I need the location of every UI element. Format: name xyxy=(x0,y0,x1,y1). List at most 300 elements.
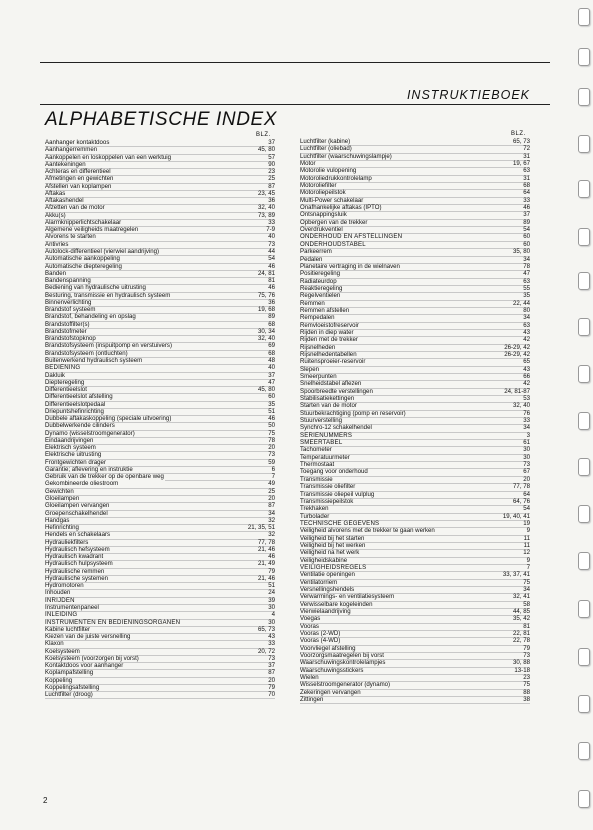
index-page: 45, 80 xyxy=(258,386,275,394)
index-page: 3 xyxy=(526,431,530,439)
index-term: Ventilatie openingen xyxy=(300,571,355,579)
index-term: Remvloeistofreservoir xyxy=(300,321,359,329)
index-entry xyxy=(45,481,275,488)
index-term: Reaktieregeling xyxy=(300,284,343,292)
header-rule xyxy=(40,104,550,105)
index-entry xyxy=(45,583,275,590)
index-page: 69 xyxy=(268,342,275,350)
index-term: Turbolader xyxy=(300,512,330,520)
index-term: ONDERHOUD EN AFSTELLINGEN xyxy=(300,233,403,241)
index-page: 78 xyxy=(268,436,275,444)
index-page: 36 xyxy=(268,298,275,306)
index-term: Afstellen van koplampen xyxy=(45,182,112,190)
index-term: Hydrauliekfilters xyxy=(45,538,89,546)
index-term: Verwarmings- en ventilatiesysteem xyxy=(300,593,395,601)
binder-ring xyxy=(578,600,590,618)
index-term: Zittingen xyxy=(300,696,324,704)
index-term: Klaxon xyxy=(45,640,64,648)
index-term: Afzetten van de motor xyxy=(45,204,105,212)
index-term: Brandstofsysteem (inspuitpomp en verstuivers) xyxy=(45,342,173,350)
index-page: 65, 73 xyxy=(513,138,530,145)
index-term: TECHNISCHE GEGEVENS xyxy=(300,519,380,527)
index-term: Brandstoffilter(s) xyxy=(45,320,90,328)
index-page: 37 xyxy=(268,139,275,146)
index-page: 36 xyxy=(268,197,275,205)
index-page: 73, 89 xyxy=(258,211,275,219)
index-page: 90 xyxy=(268,160,275,168)
index-page: 79 xyxy=(268,683,275,691)
index-page: 51 xyxy=(268,407,275,415)
index-term: Versnellingshendels xyxy=(300,585,355,593)
index-term: Starten van de motor xyxy=(300,402,357,410)
index-term: Veiligheid na het werk xyxy=(300,549,360,557)
index-entry xyxy=(300,469,530,476)
index-page: 32 xyxy=(268,531,275,539)
binder-ring xyxy=(578,8,590,26)
index-term: Afmetingen en gewichten xyxy=(45,175,114,183)
index-entry xyxy=(300,506,530,513)
index-term: Eindaandrijvingen xyxy=(45,436,94,444)
index-page: 79 xyxy=(523,644,530,652)
index-page: 30, 34 xyxy=(258,327,275,335)
index-page: 75, 76 xyxy=(258,291,275,299)
index-page: 23 xyxy=(268,168,275,176)
index-term: Parkeerrem xyxy=(300,248,332,256)
index-page: 34 xyxy=(523,255,530,263)
index-page: 60 xyxy=(523,233,530,241)
index-term: Spoorbreedte verstellingen xyxy=(300,387,373,395)
index-page: 19, 68 xyxy=(258,306,275,314)
index-page: 73 xyxy=(268,654,275,662)
index-term: Trekhaken xyxy=(300,505,329,513)
binder-ring xyxy=(578,458,590,476)
index-term: Transmissie oliefilter xyxy=(300,483,356,491)
binder-ring xyxy=(578,365,590,383)
index-page: 40 xyxy=(268,233,275,241)
index-page: 22, 78 xyxy=(513,637,530,645)
binder-ring xyxy=(578,505,590,523)
index-term: Tachometer xyxy=(300,446,332,454)
index-page: 12 xyxy=(523,549,530,557)
index-page: 38 xyxy=(523,696,530,704)
index-term: Gekombineerde oliestroom xyxy=(45,480,119,488)
index-term: Stuurbekrachtiging (pomp en reservoir) xyxy=(300,409,406,417)
index-term: Veiligheid bij het starten xyxy=(300,534,365,542)
index-page: 48 xyxy=(268,356,275,364)
index-term: Hydraulisch kwadrant xyxy=(45,553,104,561)
index-term: Wisselstroomgenerator (dynamo) xyxy=(300,681,391,689)
index-page: 65 xyxy=(523,358,530,366)
index-page: 23 xyxy=(523,674,530,682)
index-term: Elektrisch systeem xyxy=(45,444,96,452)
index-term: INRIJDEN xyxy=(45,596,75,604)
index-term: Onafhankelijke aftakas (IPTO) xyxy=(300,204,382,212)
index-term: Slepen xyxy=(300,365,319,373)
index-entry xyxy=(300,690,530,697)
index-term: Remmen afstellen xyxy=(300,306,350,314)
index-page: 87 xyxy=(268,502,275,510)
index-page: 20, 72 xyxy=(258,647,275,655)
index-page: 21, 35, 51 xyxy=(247,524,275,532)
index-page: 64 xyxy=(523,490,530,498)
index-page: 73 xyxy=(268,240,275,248)
index-term: Remmen xyxy=(300,299,325,307)
binder-ring xyxy=(578,648,590,666)
index-page: 39 xyxy=(268,596,275,604)
index-term: Voorvliegel afstelling xyxy=(300,644,356,652)
binder-ring xyxy=(578,180,590,198)
index-page: 54 xyxy=(523,505,530,513)
binder-ring xyxy=(578,318,590,336)
index-term: Rijsnelheden xyxy=(300,343,336,351)
index-page: 75 xyxy=(523,578,530,586)
index-page: 33, 37, 41 xyxy=(502,571,530,579)
index-page: 46 xyxy=(268,262,275,270)
index-term: Achteras en differentieel xyxy=(45,168,111,176)
index-term: Thermostaat xyxy=(300,461,335,469)
index-page: 6 xyxy=(271,465,275,473)
index-term: Voegas xyxy=(300,615,321,623)
index-term: Dubbele aftakaskoppeling (speciale uitvoering) xyxy=(45,415,172,423)
index-page: 24, 81 xyxy=(258,269,275,277)
index-page: 30 xyxy=(523,453,530,461)
blz-label-left: BLZ. xyxy=(256,132,271,138)
index-term: Inhouden xyxy=(45,589,71,597)
index-term: Luchtfilter (oliebad) xyxy=(300,145,352,153)
index-page: 30 xyxy=(268,604,275,611)
index-term: Stabilisatiekettingen xyxy=(300,395,355,403)
index-page: 30, 88 xyxy=(513,659,530,667)
index-term: Aantekeningen xyxy=(45,160,86,168)
index-term: Driepuntshefinrichting xyxy=(45,407,104,415)
index-term: Kabine luchtfilter xyxy=(45,625,91,633)
index-page: 23, 45 xyxy=(258,189,275,197)
index-page: 32 xyxy=(268,516,275,524)
index-entry xyxy=(300,668,530,675)
index-term: Opbergen van de trekker xyxy=(300,218,368,226)
index-term: Snelheidstabel aflezen xyxy=(300,380,362,388)
index-page: 4 xyxy=(271,611,275,619)
index-term: Veiligheidskabine xyxy=(300,556,348,564)
index-term: Dakluik xyxy=(45,371,65,379)
index-term: Koelsysteem xyxy=(45,647,80,655)
index-page: 45, 80 xyxy=(258,146,275,154)
index-term: Toegang voor onderhoud xyxy=(300,468,368,476)
index-entry xyxy=(45,365,275,372)
index-term: Vooras (2-WD) xyxy=(300,630,341,638)
index-page: 57 xyxy=(268,153,275,161)
index-page: 81 xyxy=(268,277,275,285)
index-term: Stuurverstelling xyxy=(300,417,342,425)
binder-ring xyxy=(578,228,590,246)
index-page: 88 xyxy=(523,688,530,696)
index-page: 87 xyxy=(268,182,275,190)
binder-ring xyxy=(578,695,590,713)
section-header: INSTRUKTIEBOEK xyxy=(406,88,530,102)
index-term: Waarschuwingsstickers xyxy=(300,666,364,674)
index-term: Differentieelslotpedaal xyxy=(45,400,106,408)
index-term: Gloeilampen xyxy=(45,495,80,503)
index-page: 32, 40 xyxy=(258,335,275,343)
index-page: 32, 40 xyxy=(258,204,275,212)
index-page: 24 xyxy=(268,589,275,597)
index-term: Bediening van hydraulische uitrusting xyxy=(45,284,146,292)
index-term: Vierwielaandrijving xyxy=(300,608,351,615)
index-term: Akku(s) xyxy=(45,211,66,219)
index-page: 34 xyxy=(268,509,275,517)
index-entry xyxy=(300,455,530,462)
index-term: Smeerpunten xyxy=(300,373,337,380)
index-term: Diepteregeling xyxy=(45,378,85,386)
index-term: Alarmknipperlichtschakelaar xyxy=(45,218,122,226)
index-page: 50 xyxy=(268,422,275,430)
index-page: 64 xyxy=(523,189,530,197)
binder-ring xyxy=(578,412,590,430)
index-page: 7-9 xyxy=(266,226,275,234)
index-term: Alvorens te starten xyxy=(45,233,96,241)
index-page: 37 xyxy=(268,662,275,670)
index-term: Brandstofmeter xyxy=(45,327,87,335)
binder-ring xyxy=(578,88,590,106)
index-page: 63 xyxy=(523,277,530,285)
index-page: 70 xyxy=(268,691,275,699)
index-term: Pedalen xyxy=(300,255,323,263)
index-term: Garantie; aflevering en instruktie xyxy=(45,465,133,473)
index-term: Positieregeling xyxy=(300,270,340,278)
index-page: 30 xyxy=(268,618,275,626)
index-term: Instrumentenpaneel xyxy=(45,604,99,611)
index-page: 55 xyxy=(523,284,530,292)
index-term: Buitenwerkend hydraulisch systeem xyxy=(45,356,143,364)
index-term: Ventilatorriem xyxy=(300,578,338,586)
binder-ring xyxy=(578,48,590,66)
index-term: Motoroliefilter xyxy=(300,182,337,190)
index-page: 37 xyxy=(268,371,275,379)
index-term: Rijden met de trekker xyxy=(300,336,358,344)
index-term: Brandstof, behandeling en opslag xyxy=(45,313,136,321)
top-rule xyxy=(40,62,550,63)
index-page: 7 xyxy=(526,563,530,571)
index-page: 43 xyxy=(523,365,530,373)
index-page: 20 xyxy=(268,444,275,452)
index-page: 42 xyxy=(523,380,530,388)
index-page: 77, 78 xyxy=(258,538,275,546)
index-page: 22, 81 xyxy=(513,630,530,638)
index-term: Gloeilampen vervangen xyxy=(45,502,110,510)
index-page: 78 xyxy=(523,262,530,270)
index-term: Hydromotoren xyxy=(45,582,84,590)
index-page: 20 xyxy=(523,475,530,483)
index-page: 31 xyxy=(523,152,530,160)
index-page: 63 xyxy=(523,167,530,175)
index-term: Binnenverlichting xyxy=(45,298,92,306)
index-term: Hefinrichting xyxy=(45,524,79,532)
index-entry xyxy=(45,692,275,699)
index-page: 9 xyxy=(526,556,530,564)
index-term: Luchtfilter (waarschuwingslampje) xyxy=(300,152,392,160)
index-page: 44 xyxy=(268,247,275,255)
index-term: INSTRUMENTEN EN BEDIENINGSORGANEN xyxy=(45,618,181,626)
index-term: Rijden in diep water xyxy=(300,328,354,336)
page-number: 2 xyxy=(43,796,48,805)
index-page: 61 xyxy=(523,439,530,447)
index-term: Aankoppelen en loskoppelen van een werktuig xyxy=(45,153,172,161)
blz-label-right: BLZ. xyxy=(511,131,526,137)
index-page: 35 xyxy=(523,292,530,300)
index-entry xyxy=(45,670,275,677)
index-page: 33 xyxy=(523,196,530,204)
index-page: 30 xyxy=(523,446,530,454)
index-term: Veiligheid alvorens met de trekker te gaan werken xyxy=(300,527,435,535)
index-term: Temperatuurmeter xyxy=(300,453,350,461)
index-page: 75 xyxy=(523,681,530,689)
index-page: 9 xyxy=(526,527,530,535)
index-entry xyxy=(45,511,275,518)
index-page: 73 xyxy=(523,652,530,660)
index-page: 68 xyxy=(268,320,275,328)
index-page: 60 xyxy=(268,393,275,401)
index-page: 68 xyxy=(523,182,530,190)
index-entry xyxy=(300,697,530,704)
index-page: 75 xyxy=(268,429,275,437)
page-title: ALPHABETISCHE INDEX xyxy=(45,109,278,130)
index-term: Hydraulisch hulpsysteem xyxy=(45,560,113,568)
index-term: Transmissie oliepeil vulplug xyxy=(300,490,375,498)
index-page: 68 xyxy=(268,349,275,357)
index-term: Hydraulische systemen xyxy=(45,574,108,582)
index-term: Frontgewichten drager xyxy=(45,458,106,466)
index-page: 63 xyxy=(523,321,530,329)
index-term: Motor xyxy=(300,160,316,168)
index-term: Wielen xyxy=(300,674,319,682)
index-term: Brandstofsysteem (ontluchten) xyxy=(45,349,128,357)
index-page: 79 xyxy=(268,567,275,575)
index-term: Veiligheid bij het werken xyxy=(300,541,366,549)
index-page: 20 xyxy=(268,495,275,503)
index-page: 31 xyxy=(523,174,530,182)
index-entry xyxy=(300,609,530,616)
index-term: Dynamo (wisselstroomgenerator) xyxy=(45,429,135,437)
index-entry xyxy=(45,590,275,597)
index-term: Vooras (4-WD) xyxy=(300,637,341,645)
index-term: Hydraulische remmen xyxy=(45,567,105,575)
index-entry xyxy=(300,440,530,447)
index-page: 26-29, 42 xyxy=(504,343,530,351)
index-page: 33 xyxy=(268,218,275,226)
index-term: Transmissiepeilstok xyxy=(300,497,354,505)
index-term: Transmissie xyxy=(300,475,333,483)
index-term: Vooras xyxy=(300,622,319,630)
index-page: 77, 78 xyxy=(513,483,530,491)
index-term: Automatische aankoppeling xyxy=(45,255,120,263)
index-term: Groepenschakelhendel xyxy=(45,509,108,517)
index-term: Algemene veiligheids maatregelen xyxy=(45,226,139,234)
index-term: Differentieelslot afstelling xyxy=(45,393,113,401)
index-term: INLEIDING xyxy=(45,611,78,619)
index-page: 21, 46 xyxy=(258,574,275,582)
index-term: Planetaire vertraging in de wielnaven xyxy=(300,262,400,270)
index-term: Ontsnappingsluik xyxy=(300,211,347,219)
index-page: 40 xyxy=(268,364,275,372)
index-page: 32, 40 xyxy=(513,402,530,410)
index-term: Kiezen van de juiste versnelling xyxy=(45,633,131,641)
index-page: 24, 81-87 xyxy=(504,387,530,395)
index-entry xyxy=(45,234,275,241)
index-page: 34 xyxy=(523,585,530,593)
index-page: 7 xyxy=(271,473,275,481)
index-term: Automatische diepteregeling xyxy=(45,262,122,270)
index-term: Rijsnelhedentabellen xyxy=(300,350,357,358)
index-term: Motoroliedrukkontrolelamp xyxy=(300,174,372,182)
index-page: 19, 67 xyxy=(513,160,530,168)
index-page: 25 xyxy=(268,487,275,495)
index-term: Banden xyxy=(45,269,67,277)
index-page: 33 xyxy=(268,640,275,648)
index-page: 89 xyxy=(268,313,275,321)
index-entry xyxy=(300,293,530,300)
index-entry xyxy=(45,205,275,212)
index-term: BEDIENING xyxy=(45,364,81,372)
index-page: 51 xyxy=(268,582,275,590)
index-page: 34 xyxy=(523,314,530,322)
index-page: 20 xyxy=(268,676,275,684)
index-term: Rempedalen xyxy=(300,314,335,322)
index-page: 47 xyxy=(523,270,530,278)
index-entry xyxy=(45,518,275,525)
index-term: Bandenspanning xyxy=(45,277,91,285)
index-page: 13-18 xyxy=(514,666,530,674)
index-entry xyxy=(300,242,530,249)
index-term: Multi-Power schakelaar xyxy=(300,196,364,204)
index-page: 11 xyxy=(523,534,530,542)
index-page: 35, 80 xyxy=(513,248,530,256)
index-page: 60 xyxy=(523,240,530,248)
index-term: Waarschuwingskontrolelampjes xyxy=(300,659,386,667)
index-term: Overdrukventiel xyxy=(300,226,343,234)
index-page: 87 xyxy=(268,669,275,677)
index-page: 11 xyxy=(523,541,530,549)
index-term: Brandstofstopknop xyxy=(45,335,96,343)
index-page: 32, 41 xyxy=(513,593,530,601)
index-entry xyxy=(45,634,275,641)
binder-ring xyxy=(578,135,590,153)
binder-ring xyxy=(578,742,590,760)
index-term: Radiateurdop xyxy=(300,277,337,285)
index-page: 46 xyxy=(268,553,275,561)
binder-ring xyxy=(578,272,590,290)
index-term: Elektrische uitrusting xyxy=(45,451,102,459)
index-entry xyxy=(45,605,275,612)
index-entry xyxy=(300,359,530,366)
index-page: 44, 85 xyxy=(513,608,530,615)
index-page: 67 xyxy=(523,468,530,476)
index-page: 53 xyxy=(523,395,530,403)
index-page: 49 xyxy=(268,480,275,488)
index-page: 54 xyxy=(523,226,530,234)
index-entry xyxy=(300,249,530,256)
index-term: Motorolie vulopening xyxy=(300,167,357,175)
index-page: 81 xyxy=(523,622,530,630)
index-term: Autolock-differentieel (vierwiel aandrijving) xyxy=(45,247,160,255)
index-term: Verwisselbare kogeleinden xyxy=(300,600,373,608)
index-term: Koplampafstelling xyxy=(45,669,94,677)
index-term: Ruitensproeier-reservoir xyxy=(300,358,366,366)
index-term: SMEERTABEL xyxy=(300,439,343,447)
index-entry xyxy=(300,499,530,506)
index-page: 46 xyxy=(268,284,275,292)
index-page: 47 xyxy=(268,378,275,386)
index-page: 73 xyxy=(268,451,275,459)
